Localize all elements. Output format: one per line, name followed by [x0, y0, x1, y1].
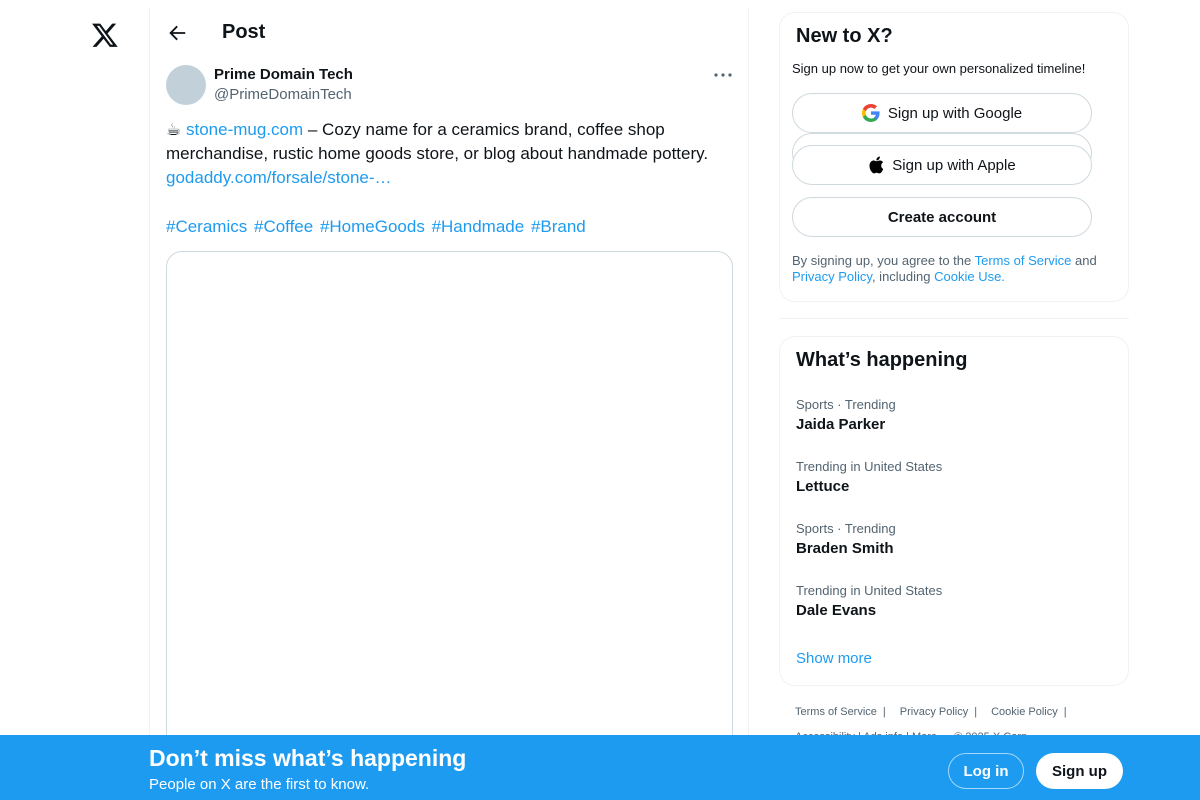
post-header — [150, 8, 750, 58]
main-column — [149, 8, 749, 800]
footer-terms-link[interactable]: Terms of Service — [795, 706, 877, 718]
trend-item[interactable] — [796, 521, 1114, 557]
show-more-link[interactable]: Show more — [796, 650, 872, 667]
trend-category: Sports · Trending — [796, 397, 896, 412]
footer-links — [795, 706, 1115, 718]
footer-privacy-link[interactable]: Privacy Policy — [899, 706, 969, 718]
trend-item[interactable] — [796, 397, 1114, 433]
page-title: Post — [222, 21, 266, 43]
signup-apple-button[interactable] — [792, 145, 1092, 185]
signup-google-label: Sign up with Google — [887, 104, 1023, 122]
trend-item[interactable] — [796, 459, 1114, 495]
signup-button[interactable]: Sign up — [1036, 753, 1123, 789]
sidebar-divider — [779, 318, 1129, 319]
hashtag-coffee[interactable]: #Coffee — [253, 217, 314, 236]
x-logo-icon[interactable] — [91, 21, 119, 49]
trend-category: Sports · Trending — [796, 521, 896, 536]
footer-separator: | — [1063, 706, 1067, 718]
author-handle[interactable]: @PrimeDomainTech — [214, 86, 352, 103]
trend-name: Jaida Parker — [796, 416, 886, 433]
footer-separator: | — [882, 706, 886, 718]
signup-google-button[interactable] — [792, 93, 1092, 133]
google-icon — [862, 104, 880, 122]
signup-apple-label: Sign up with Apple — [892, 156, 1016, 174]
legal-prefix: By signing up, you agree to the — [792, 253, 975, 268]
cookie-link[interactable]: Cookie Use. — [934, 269, 1005, 284]
post-body-text: – Cozy name for a ceramics brand, coffee shop merchandise, rustic home goods store, or blog about handmade pottery. — [166, 120, 709, 163]
create-account-button[interactable]: Create account — [792, 197, 1092, 237]
hashtag-list — [166, 215, 588, 239]
coffee-emoji-icon: ☕ — [166, 120, 182, 139]
login-button[interactable]: Log in — [948, 753, 1024, 789]
author-name[interactable]: Prime Domain Tech — [214, 66, 353, 83]
trends-title: What’s happening — [796, 349, 968, 371]
trends-card — [779, 336, 1129, 686]
arrow-left-icon[interactable] — [166, 22, 188, 44]
avatar[interactable] — [166, 65, 206, 105]
hashtag-brand[interactable]: #Brand — [530, 217, 586, 236]
signup-title: New to X? — [796, 25, 893, 47]
trend-name: Lettuce — [796, 478, 850, 495]
banner-title: Don’t miss what’s happening — [149, 745, 467, 771]
post-text — [166, 118, 736, 190]
footer-separator: | — [974, 706, 978, 718]
privacy-link[interactable]: Privacy Policy — [792, 269, 872, 284]
trend-category: Trending in United States — [796, 583, 943, 598]
hashtag-handmade[interactable]: #Handmade — [431, 217, 525, 236]
terms-link[interactable]: Terms of Service — [974, 253, 1072, 268]
legal-and: and — [1071, 253, 1097, 268]
footer-cookie-link[interactable]: Cookie Policy — [991, 706, 1058, 718]
trend-name: Braden Smith — [796, 540, 894, 557]
apple-icon — [868, 156, 884, 174]
trend-name: Dale Evans — [796, 602, 877, 619]
banner-subtitle: People on X are the first to know. — [149, 776, 370, 793]
signup-card — [779, 12, 1129, 302]
legal-including: , including — [871, 269, 935, 284]
login-banner — [0, 735, 1200, 800]
hashtag-homegoods[interactable]: #HomeGoods — [319, 217, 425, 236]
signup-subtitle: Sign up now to get your own personalized timeline! — [792, 61, 1086, 76]
trend-category: Trending in United States — [796, 459, 943, 474]
trend-item[interactable] — [796, 583, 1114, 619]
hashtag-ceramics[interactable]: #Ceramics — [166, 217, 248, 236]
signup-legal-text — [792, 253, 1122, 285]
domain-link[interactable]: stone-mug.com — [185, 120, 304, 139]
sale-link[interactable]: godaddy.com/forsale/stone-… — [166, 168, 392, 187]
media-card[interactable] — [166, 251, 733, 800]
more-options-icon[interactable] — [712, 66, 734, 84]
